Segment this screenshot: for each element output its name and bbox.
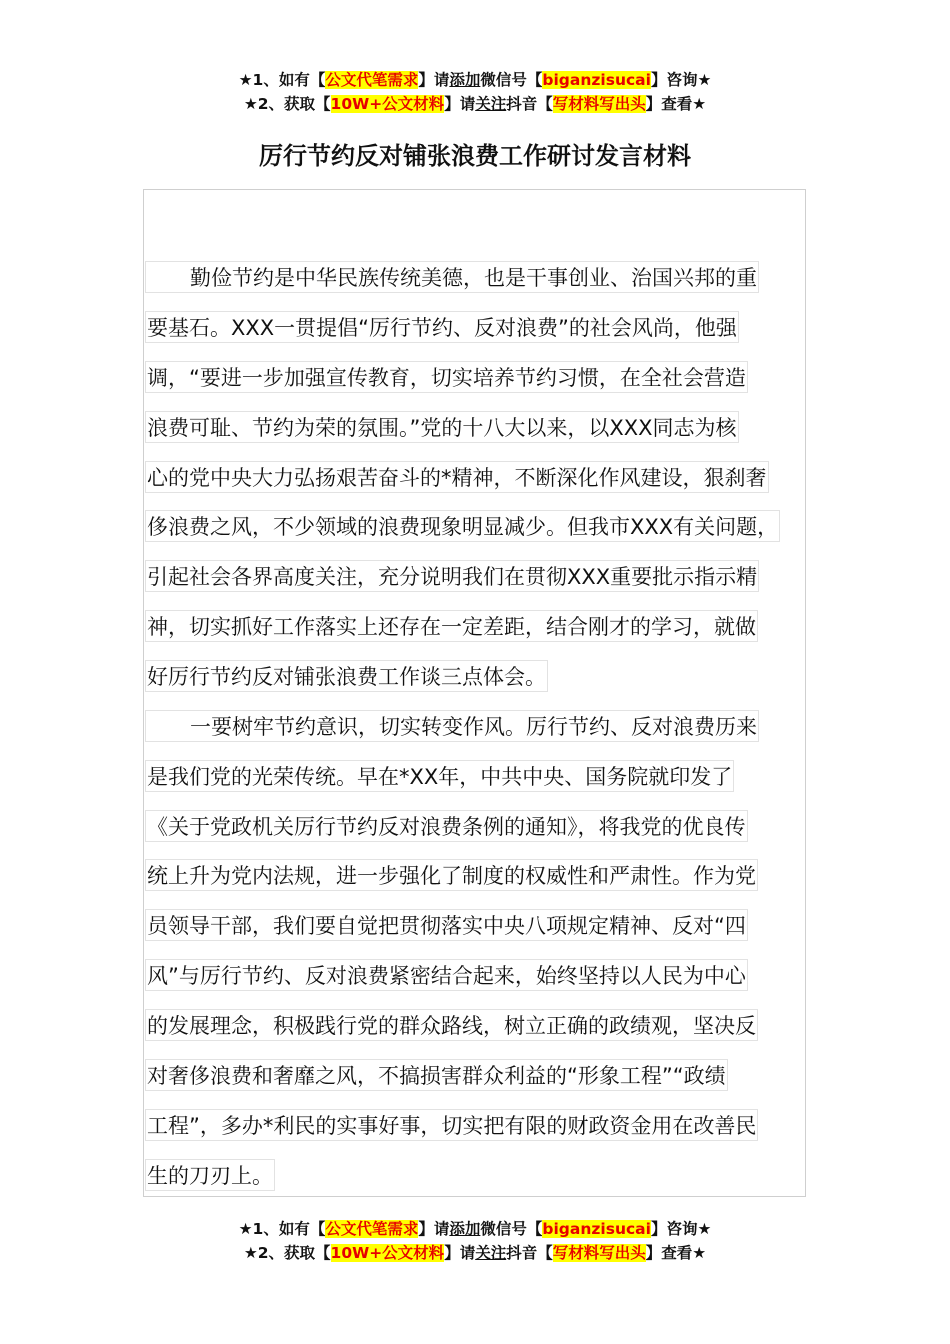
body-line: 神，切实抓好工作落实上还存在一定差距，结合刚才的学习，就做 [145, 610, 758, 642]
body-line: 引起社会各界高度关注，充分说明我们在贯彻XXX重要批示指示精 [145, 560, 759, 592]
promo-highlight: biganzisucai [542, 1220, 651, 1238]
promo-highlight: 公文代笔需求 [325, 71, 419, 89]
promo-text: 微信号【 [480, 71, 543, 89]
body-line: 员领导干部，我们要自觉把贯彻落实中央八项规定精神、反对“四 [145, 909, 748, 941]
promo-underline: 关注 [475, 1244, 507, 1262]
promo-text: ★1、如有【 [238, 1220, 326, 1238]
body-line: 浪费可耻、节约为荣的氛围。”党的十八大以来，以XXX同志为核 [145, 411, 739, 443]
promo-underline: 添加 [449, 1220, 481, 1238]
promo-text: 微信号【 [480, 1220, 543, 1238]
promo-text: 】咨询★ [650, 1220, 712, 1238]
body-line: 要基石。XXX一贯提倡“厉行节约、反对浪费”的社会风尚，他强 [145, 311, 739, 343]
body-line: 勤俭节约是中华民族传统美德，也是干事创业、治国兴邦的重 [145, 261, 759, 293]
body-line: 工程”，多办*利民的实事好事，切实把有限的财政资金用在改善民 [145, 1109, 758, 1141]
promo-highlight: 公文代笔需求 [325, 1220, 419, 1238]
body-line: 的发展理念，积极践行党的群众路线，树立正确的政绩观，坚决反 [145, 1009, 758, 1041]
promo-text: 】查看★ [645, 95, 707, 113]
promo-text: 】查看★ [645, 1244, 707, 1262]
body-line: 调，“要进一步加强宣传教育，切实培养节约习惯，在全社会营造 [145, 361, 748, 393]
body-line: 是我们党的光荣传统。早在*XX年，中共中央、国务院就印发了 [145, 760, 734, 792]
promo-highlight: 写材料写出头 [552, 1244, 646, 1262]
promo-text: ★2、获取【 [243, 1244, 331, 1262]
promo-line-2 [0, 1241, 950, 1265]
promo-underline: 关注 [475, 95, 507, 113]
header-promo [0, 68, 950, 116]
promo-line-1 [0, 68, 950, 92]
footer-promo [0, 1217, 950, 1265]
promo-text: 】请 [418, 1220, 450, 1238]
body-line: 好厉行节约反对铺张浪费工作谈三点体会。 [145, 660, 548, 692]
promo-line-2 [0, 92, 950, 116]
promo-text: 抖音【 [506, 1244, 553, 1262]
body-line: 生的刀刃上。 [145, 1159, 275, 1191]
promo-text: 】咨询★ [650, 71, 712, 89]
promo-underline: 添加 [449, 71, 481, 89]
promo-text: 抖音【 [506, 95, 553, 113]
promo-text: ★1、如有【 [238, 71, 326, 89]
body-line: 侈浪费之风，不少领域的浪费现象明显减少。但我市XXX有关问题， [145, 510, 780, 542]
promo-text: 】请 [444, 1244, 476, 1262]
document-title: 厉行节约反对铺张浪费工作研讨发言材料 [259, 142, 691, 170]
body-line: 对奢侈浪费和奢靡之风，不搞损害群众利益的“形象工程”“政绩 [145, 1059, 728, 1091]
promo-highlight: 写材料写出头 [552, 95, 646, 113]
promo-text: ★2、获取【 [243, 95, 331, 113]
promo-text: 】请 [418, 71, 450, 89]
body-line: 心的党中央大力弘扬艰苦奋斗的*精神，不断深化作风建设，狠刹奢 [145, 461, 769, 493]
body-line: 统上升为党内法规，进一步强化了制度的权威性和严肃性。作为党 [145, 859, 758, 891]
promo-highlight: 10W+公文材料 [330, 95, 445, 113]
promo-line-1 [0, 1217, 950, 1241]
promo-highlight: biganzisucai [542, 71, 651, 89]
body-line: 《关于党政机关厉行节约反对浪费条例的通知》，将我党的优良传 [145, 810, 748, 842]
promo-highlight: 10W+公文材料 [330, 1244, 445, 1262]
body-line: 风”与厉行节约、反对浪费紧密结合起来，始终坚持以人民为中心 [145, 959, 748, 991]
promo-text: 】请 [444, 95, 476, 113]
body-line: 一要树牢节约意识，切实转变作风。厉行节约、反对浪费历来 [145, 710, 759, 742]
